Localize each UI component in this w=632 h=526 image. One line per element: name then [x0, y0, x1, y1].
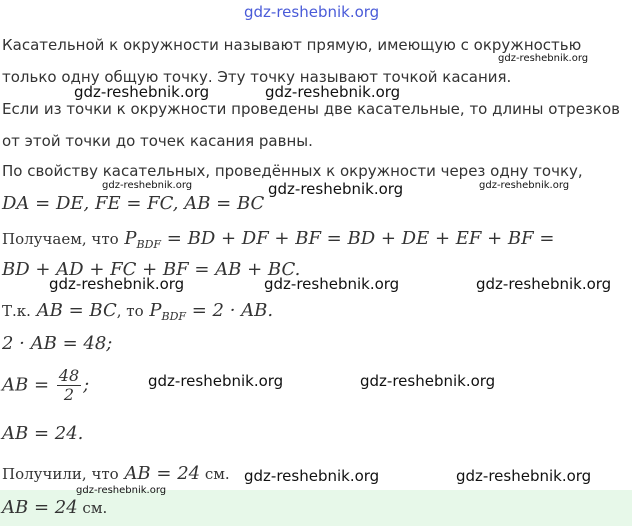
- since-lhs: P: [149, 300, 162, 321]
- since-rhs: = 2 · AB.: [186, 300, 274, 321]
- watermark-top: gdz-reshebnik.org: [244, 3, 380, 21]
- watermark: gdz-reshebnik.org: [102, 180, 193, 191]
- since-eq: AB = BC: [36, 300, 117, 321]
- watermark: gdz-reshebnik.org: [49, 275, 185, 293]
- equation-2-lhs: AB =: [2, 374, 50, 396]
- result-unit: см.: [200, 465, 230, 483]
- equation-2: [2, 367, 89, 404]
- perimeter-rhs: = BD + DF + BF = BD + DE + EF + BF =: [161, 228, 555, 249]
- watermark: gdz-reshebnik.org: [476, 275, 612, 293]
- watermark: gdz-reshebnik.org: [498, 53, 589, 64]
- since-line: [2, 300, 273, 328]
- answer-unit: см.: [77, 499, 108, 517]
- perimeter-lhs: P: [124, 228, 137, 249]
- solution-intro: По свойству касательных, проведённых к окружности через одну точку,: [2, 162, 583, 180]
- since-prefix: Т.к.: [2, 302, 31, 320]
- theory-line-1: Касательной к окружности называют прямую, имеющую с окружностью: [2, 36, 582, 54]
- fraction-numerator: 48: [58, 366, 80, 385]
- equalities: DA = DE, FE = FC, AB = BC: [2, 193, 265, 214]
- equation-3: AB = 24.: [2, 423, 84, 444]
- perimeter-line-1: [2, 228, 554, 256]
- watermark: gdz-reshebnik.org: [76, 485, 167, 496]
- watermark: gdz-reshebnik.org: [479, 180, 570, 191]
- watermark: gdz-reshebnik.org: [264, 275, 400, 293]
- watermark: gdz-reshebnik.org: [265, 83, 401, 101]
- watermark: gdz-reshebnik.org: [148, 372, 284, 390]
- result-eq: AB = 24: [124, 463, 201, 484]
- theory-line-2: только одну общую точку. Эту точку называют точкой касания.: [2, 68, 512, 86]
- watermark: gdz-reshebnik.org: [74, 83, 210, 101]
- result-prefix: Получили, что: [2, 465, 119, 483]
- watermark: gdz-reshebnik.org: [456, 467, 592, 485]
- result-line: [2, 463, 230, 485]
- answer-line: [2, 497, 107, 519]
- answer-eq: AB = 24: [2, 497, 78, 518]
- since-mid: , то: [116, 302, 144, 320]
- fraction: [57, 367, 81, 404]
- since-sub: BDF: [161, 310, 187, 323]
- equation-1: 2 · AB = 48;: [2, 333, 113, 354]
- perimeter-prefix: Получаем, что: [2, 230, 119, 248]
- perimeter-line-2: BD + AD + FC + BF = AB + BC.: [2, 259, 301, 280]
- fraction-denominator: 2: [63, 385, 75, 404]
- equation-2-tail: ;: [83, 374, 90, 396]
- theory-line-4: от этой точки до точек касания равны.: [2, 132, 313, 150]
- watermark: gdz-reshebnik.org: [360, 372, 496, 390]
- perimeter-sub: BDF: [136, 238, 162, 251]
- watermark: gdz-reshebnik.org: [244, 467, 380, 485]
- watermark: gdz-reshebnik.org: [268, 180, 404, 198]
- theory-line-3: Если из точки к окружности проведены две касательные, то длины отрезков: [2, 100, 620, 118]
